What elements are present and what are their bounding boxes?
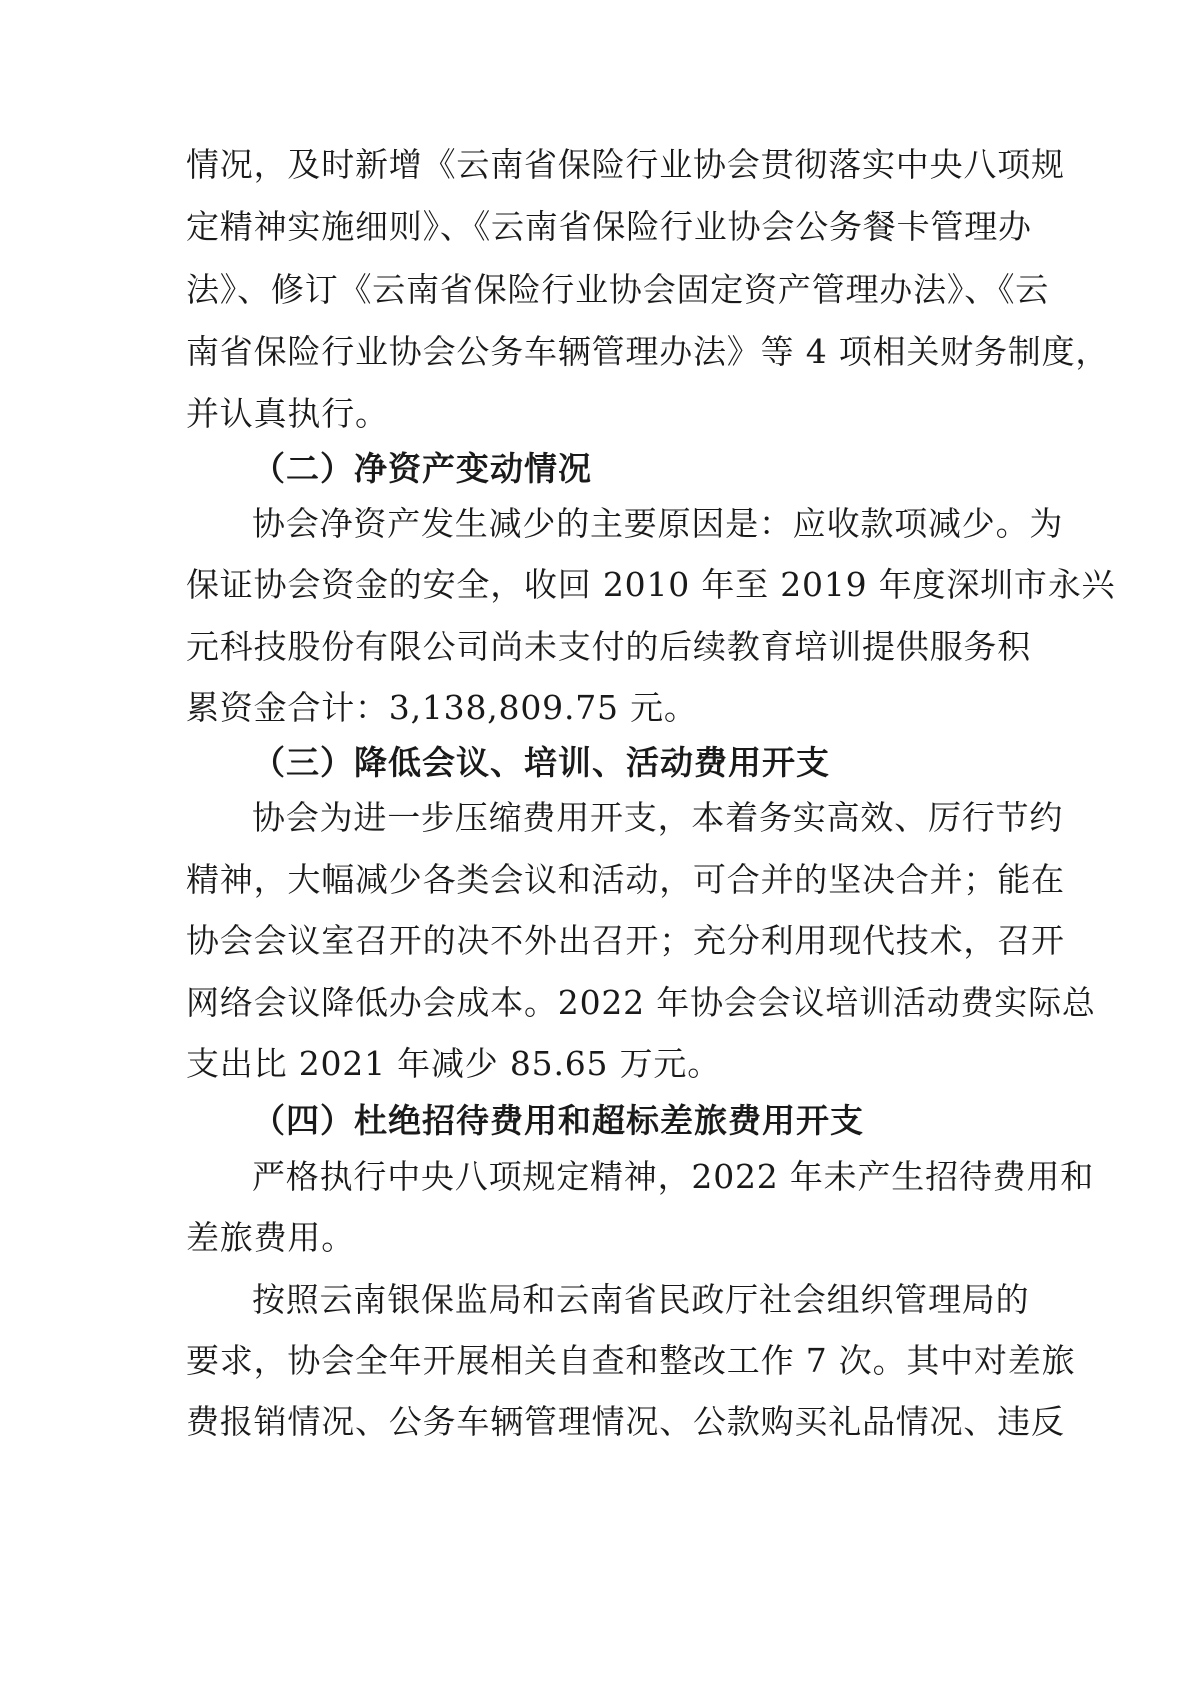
paragraph-line: 按照云南银保监局和云南省民政厅社会组织管理局的 <box>252 1280 1030 1319</box>
paragraph-line: 协会为进一步压缩费用开支，本着务实高效、厉行节约 <box>252 798 1064 837</box>
paragraph-line: 元科技股份有限公司尚未支付的后续教育培训提供服务积 <box>186 627 1031 666</box>
paragraph-line: 法》、修订《云南省保险行业协会固定资产管理办法》、《云 <box>186 270 1050 309</box>
paragraph-line: 情况，及时新增《云南省保险行业协会贯彻落实中央八项规 <box>186 145 1065 184</box>
paragraph-line: 并认真执行。 <box>186 394 389 433</box>
paragraph-line: 严格执行中央八项规定精神，2022 年未产生招待费用和 <box>252 1157 1095 1196</box>
paragraph-line: 协会会议室召开的决不外出召开；充分利用现代技术，召开 <box>186 921 1065 960</box>
paragraph-line: 差旅费用。 <box>186 1218 355 1257</box>
paragraph-line: 支出比 2021 年减少 85.65 万元。 <box>186 1044 722 1083</box>
paragraph-line: 费报销情况、公务车辆管理情况、公款购买礼品情况、违反 <box>186 1402 1065 1441</box>
section-heading: （三）降低会议、培训、活动费用开支 <box>252 743 830 782</box>
paragraph-line: 定精神实施细则》、《云南省保险行业协会公务餐卡管理办 <box>186 207 1032 246</box>
paragraph-line: 精神，大幅减少各类会议和活动，可合并的坚决合并；能在 <box>186 860 1065 899</box>
section-heading: （二）净资产变动情况 <box>252 449 592 488</box>
paragraph-line: 协会净资产发生减少的主要原因是：应收款项减少。为 <box>252 504 1064 543</box>
paragraph-line: 南省保险行业协会公务车辆管理办法》等 4 项相关财务制度， <box>186 332 1110 371</box>
paragraph-line: 网络会议降低办会成本。2022 年协会会议培训活动费实际总 <box>186 983 1096 1022</box>
paragraph-line: 累资金合计：3,138,809.75 元。 <box>186 688 698 727</box>
paragraph-line: 保证协会资金的安全，收回 2010 年至 2019 年度深圳市永兴 <box>186 565 1116 604</box>
paragraph-line: 要求，协会全年开展相关自查和整改工作 7 次。其中对差旅 <box>186 1341 1076 1380</box>
section-heading: （四）杜绝招待费用和超标差旅费用开支 <box>252 1101 864 1140</box>
